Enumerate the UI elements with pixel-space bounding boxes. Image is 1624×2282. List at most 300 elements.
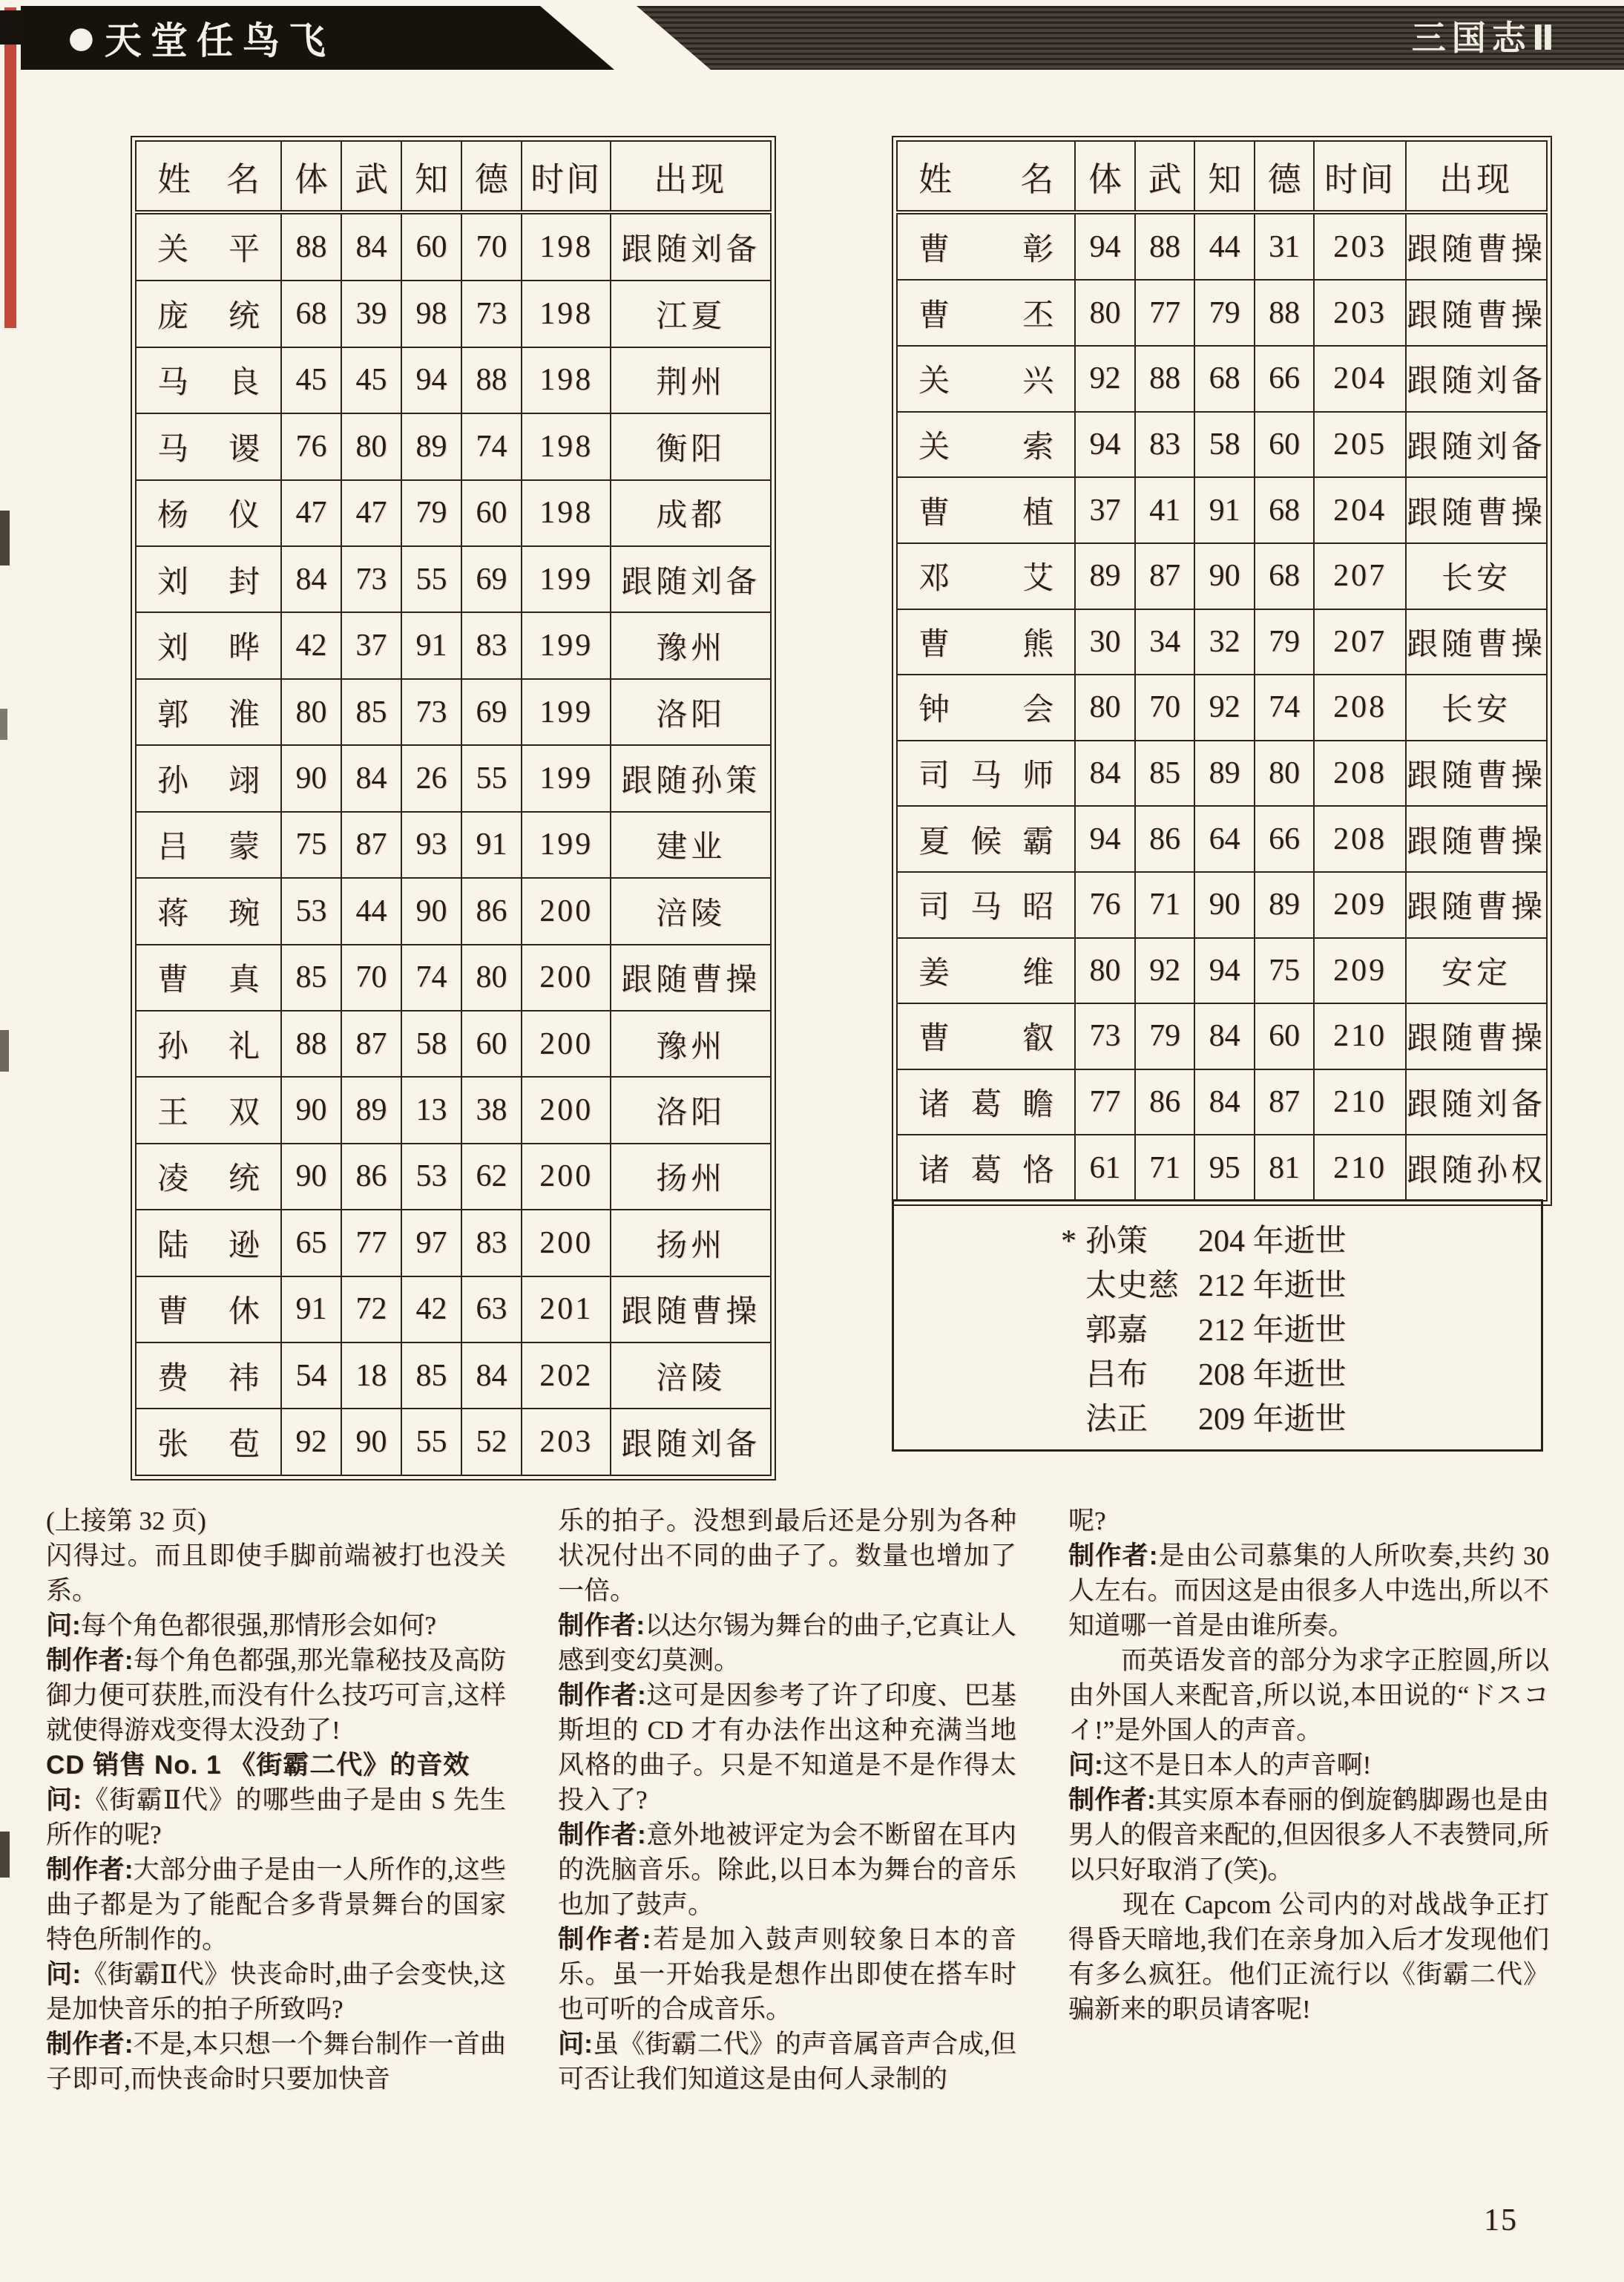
- stat-cell: 60: [461, 480, 522, 546]
- scan-artifact: [0, 709, 7, 740]
- year-cell: 199: [522, 745, 611, 811]
- article-paragraph: [1068, 1783, 1549, 1887]
- stat-cell: 90: [1194, 543, 1255, 609]
- table-row: [897, 609, 1547, 675]
- appearance-cell: 跟随曹操: [1406, 741, 1547, 807]
- speaker-label: 问:: [46, 1960, 82, 1989]
- stat-cell: 94: [1075, 412, 1135, 478]
- table-row: [136, 281, 771, 347]
- scan-artifact: [0, 1030, 9, 1072]
- column-header: 时间: [1314, 141, 1406, 212]
- stat-cell: 91: [1194, 477, 1255, 543]
- stat-cell: 80: [281, 679, 341, 745]
- column-header: 德: [1255, 141, 1315, 212]
- death-note-line: [894, 1353, 1541, 1397]
- note-star: *: [1061, 1224, 1076, 1259]
- article-column-2: [558, 1504, 1016, 2096]
- year-cell: 205: [1314, 412, 1406, 478]
- appearance-cell: 涪陵: [611, 1342, 771, 1409]
- stat-cell: 85: [1135, 741, 1195, 807]
- stat-cell: 37: [341, 612, 401, 678]
- stat-cell: 70: [461, 212, 522, 281]
- table-row: [136, 1011, 771, 1077]
- appearance-cell: 跟随曹操: [1406, 212, 1547, 280]
- name-cell: 孙翊: [136, 745, 281, 811]
- stat-cell: 84: [341, 745, 401, 811]
- stat-cell: 83: [461, 1210, 522, 1276]
- stat-cell: 87: [341, 812, 401, 878]
- stats-table-right: [892, 136, 1552, 1206]
- stat-cell: 42: [401, 1276, 461, 1342]
- table-row: [136, 480, 771, 546]
- name-cell: 王双: [136, 1077, 281, 1143]
- stat-cell: 94: [1194, 938, 1255, 1004]
- paragraph-text: 这可是因参考了许了印度、巴基斯坦的 CD 才有办法作出这种充满当地风格的曲子。只是不知道是不是作得太投入了?: [558, 1681, 1016, 1814]
- stat-cell: 77: [341, 1210, 401, 1276]
- death-note-line: [894, 1308, 1541, 1353]
- column-header: 武: [1135, 141, 1195, 212]
- year-cell: 201: [522, 1276, 611, 1342]
- stat-cell: 45: [341, 347, 401, 413]
- stat-cell: 62: [461, 1144, 522, 1210]
- stat-cell: 47: [281, 480, 341, 546]
- appearance-cell: 扬州: [611, 1144, 771, 1210]
- stat-cell: 81: [1255, 1135, 1315, 1201]
- stat-cell: 63: [461, 1276, 522, 1342]
- stat-cell: 86: [1135, 806, 1195, 872]
- appearance-cell: 荆州: [611, 347, 771, 413]
- column-header: 德: [461, 141, 522, 212]
- table-row: [136, 1144, 771, 1210]
- paragraph-text: 《街霸Ⅱ代》快丧命时,曲子会变快,这是加快音乐的拍子所致吗?: [46, 1960, 506, 2024]
- stat-cell: 26: [401, 745, 461, 811]
- appearance-cell: 洛阳: [611, 1077, 771, 1143]
- stat-cell: 73: [1075, 1003, 1135, 1069]
- stat-cell: 39: [341, 281, 401, 347]
- article-paragraph: [558, 2027, 1016, 2096]
- table-row: [897, 412, 1547, 478]
- stat-cell: 94: [401, 347, 461, 413]
- column-title: 天堂任鸟飞: [104, 20, 335, 62]
- name-cell: 杨仪: [136, 480, 281, 546]
- column-header: 姓名: [136, 141, 281, 212]
- stat-cell: 86: [1135, 1069, 1195, 1135]
- paragraph-text: 乐的拍子。没想到最后还是分别为各种状况付出不同的曲子了。数量也增加了一倍。: [558, 1506, 1016, 1605]
- stat-cell: 88: [1135, 212, 1195, 280]
- paragraph-text: 闪得过。而且即使手脚前端被打也没关系。: [46, 1541, 506, 1605]
- stat-cell: 90: [341, 1409, 401, 1475]
- stat-cell: 84: [1194, 1003, 1255, 1069]
- year-cell: 202: [522, 1342, 611, 1409]
- stat-cell: 88: [1255, 280, 1315, 346]
- stat-cell: 69: [461, 546, 522, 612]
- year-cell: 198: [522, 347, 611, 413]
- stat-cell: 94: [1075, 806, 1135, 872]
- appearance-cell: 跟随曹操: [1406, 280, 1547, 346]
- paragraph-text: 不是,本只想一个舞台制作一首曲子即可,而快丧命时只要加快音: [46, 2030, 506, 2094]
- note-name: 法正: [1085, 1403, 1148, 1437]
- table-row: [897, 1135, 1547, 1201]
- appearance-cell: 安定: [1406, 938, 1547, 1004]
- stat-cell: 92: [1075, 346, 1135, 412]
- note-name: 吕布: [1085, 1358, 1148, 1392]
- table-row: [897, 212, 1547, 280]
- stat-cell: 98: [401, 281, 461, 347]
- article-paragraph: [1068, 1643, 1549, 1748]
- stat-cell: 79: [1194, 280, 1255, 346]
- appearance-cell: 跟随孙权: [1406, 1135, 1547, 1201]
- stat-cell: 90: [1194, 872, 1255, 938]
- year-cell: 199: [522, 546, 611, 612]
- table-row: [136, 812, 771, 878]
- year-cell: 200: [522, 1011, 611, 1077]
- year-cell: 203: [1314, 280, 1406, 346]
- article-paragraph: [558, 1922, 1016, 2027]
- name-cell: 陆逊: [136, 1210, 281, 1276]
- article-paragraph: [558, 1817, 1016, 1922]
- table-row: [897, 1069, 1547, 1135]
- year-cell: 210: [1314, 1135, 1406, 1201]
- table-row: [897, 477, 1547, 543]
- table-row: [136, 212, 771, 281]
- paragraph-text: 以达尔锡为舞台的曲子,它真让人感到变幻莫测。: [558, 1611, 1016, 1675]
- appearance-cell: 豫州: [611, 1011, 771, 1077]
- table-row: [136, 612, 771, 678]
- stat-cell: 55: [401, 1409, 461, 1475]
- stat-cell: 91: [401, 612, 461, 678]
- year-cell: 204: [1314, 477, 1406, 543]
- year-cell: 198: [522, 212, 611, 281]
- stat-cell: 18: [341, 1342, 401, 1409]
- stat-cell: 94: [1075, 212, 1135, 280]
- appearance-cell: 江夏: [611, 281, 771, 347]
- paragraph-text: (上接第 32 页): [46, 1506, 206, 1535]
- appearance-cell: 跟随曹操: [611, 1276, 771, 1342]
- year-cell: 207: [1314, 543, 1406, 609]
- year-cell: 203: [1314, 212, 1406, 280]
- stat-cell: 80: [1255, 741, 1315, 807]
- note-star: [1044, 1397, 1085, 1442]
- stat-cell: 87: [1255, 1069, 1315, 1135]
- column-header: 出现: [1406, 141, 1547, 212]
- stat-cell: 84: [1075, 741, 1135, 807]
- paragraph-text: 每个角色都很强,那情形会如何?: [80, 1611, 436, 1640]
- death-notes-box: [892, 1199, 1543, 1452]
- appearance-cell: 跟随孙策: [611, 745, 771, 811]
- stat-cell: 91: [281, 1276, 341, 1342]
- stat-cell: 77: [1135, 280, 1195, 346]
- speaker-label: 制作者:: [558, 1611, 645, 1640]
- stat-cell: 55: [461, 745, 522, 811]
- scan-artifact: [0, 511, 10, 565]
- article-paragraph: [558, 1608, 1016, 1678]
- article-paragraph: [46, 1852, 506, 1957]
- stat-cell: 84: [1194, 1069, 1255, 1135]
- note-star: [1044, 1308, 1085, 1353]
- article-column-3: [1068, 1504, 1549, 2096]
- name-cell: 马良: [136, 347, 281, 413]
- speaker-label: 制作者:: [46, 1646, 134, 1675]
- stat-cell: 89: [1075, 543, 1135, 609]
- name-cell: 曹叡: [897, 1003, 1075, 1069]
- stats-table-left: [131, 136, 776, 1481]
- name-cell: 邓艾: [897, 543, 1075, 609]
- paragraph-text: 《街霸Ⅱ代》的哪些曲子是由 S 先生所作的呢?: [46, 1786, 507, 1849]
- note-star: [1044, 1264, 1085, 1308]
- appearance-cell: 跟随曹操: [1406, 872, 1547, 938]
- year-cell: 199: [522, 679, 611, 745]
- stat-cell: 87: [341, 1011, 401, 1077]
- column-header: 出现: [611, 141, 771, 212]
- stat-cell: 73: [461, 281, 522, 347]
- appearance-cell: 成都: [611, 480, 771, 546]
- stat-cell: 73: [341, 546, 401, 612]
- stat-cell: 42: [281, 612, 341, 678]
- appearance-cell: 跟随刘备: [611, 546, 771, 612]
- stat-cell: 79: [1135, 1003, 1195, 1069]
- note-rest: 209 年逝世: [1198, 1403, 1347, 1437]
- year-cell: 198: [522, 281, 611, 347]
- article-columns: [46, 1504, 1549, 2096]
- year-cell: 209: [1314, 938, 1406, 1004]
- stat-cell: 88: [281, 212, 341, 281]
- appearance-cell: 长安: [1406, 543, 1547, 609]
- note-rest: 204 年逝世: [1198, 1224, 1347, 1259]
- stat-cell: 69: [461, 679, 522, 745]
- column-header: 体: [281, 141, 341, 212]
- paragraph-text: 虽《街霸二代》的声音属音声合成,但可否让我们知道这是由何人录制的: [558, 2030, 1016, 2094]
- article-paragraph: [46, 1957, 506, 2027]
- name-cell: 凌统: [136, 1144, 281, 1210]
- stat-cell: 47: [341, 480, 401, 546]
- name-cell: 曹休: [136, 1276, 281, 1342]
- name-cell: 夏候霸: [897, 806, 1075, 872]
- stat-cell: 54: [281, 1342, 341, 1409]
- appearance-cell: 豫州: [611, 612, 771, 678]
- appearance-cell: 跟随曹操: [1406, 806, 1547, 872]
- page-number: 15: [1484, 2203, 1518, 2237]
- stat-cell: 88: [461, 347, 522, 413]
- speaker-label: 问:: [1068, 1751, 1103, 1780]
- stat-cell: 68: [1255, 477, 1315, 543]
- stat-cell: 92: [281, 1409, 341, 1475]
- table-row: [136, 546, 771, 612]
- stat-cell: 68: [1255, 543, 1315, 609]
- stat-cell: 74: [461, 413, 522, 479]
- year-cell: 200: [522, 945, 611, 1011]
- stat-cell: 66: [1255, 806, 1315, 872]
- article-paragraph: [1068, 1748, 1549, 1783]
- article-paragraph: [46, 1608, 506, 1643]
- table-row: [136, 878, 771, 944]
- stat-cell: 70: [341, 945, 401, 1011]
- stat-cell: 84: [281, 546, 341, 612]
- year-cell: 200: [522, 1210, 611, 1276]
- table-row: [136, 413, 771, 479]
- stat-cell: 52: [461, 1409, 522, 1475]
- speaker-label: 制作者:: [46, 1855, 134, 1884]
- name-cell: 刘晔: [136, 612, 281, 678]
- stat-cell: 44: [1194, 212, 1255, 280]
- year-cell: 200: [522, 878, 611, 944]
- name-cell: 诸葛瞻: [897, 1069, 1075, 1135]
- year-cell: 209: [1314, 872, 1406, 938]
- stat-cell: 80: [1075, 675, 1135, 741]
- speaker-label: 制作者:: [46, 2030, 134, 2059]
- table-row: [136, 347, 771, 413]
- name-cell: 关索: [897, 412, 1075, 478]
- name-cell: 曹植: [897, 477, 1075, 543]
- appearance-cell: 跟随曹操: [1406, 477, 1547, 543]
- name-cell: 曹真: [136, 945, 281, 1011]
- stat-cell: 76: [281, 413, 341, 479]
- stat-cell: 38: [461, 1077, 522, 1143]
- paragraph-text: 若是加入鼓声则较象日本的音乐。虽一开始我是想作出即使在搭车时也可听的合成音乐。: [558, 1925, 1016, 2024]
- stat-cell: 71: [1135, 1135, 1195, 1201]
- table-row: [897, 872, 1547, 938]
- stat-cell: 88: [281, 1011, 341, 1077]
- stat-cell: 13: [401, 1077, 461, 1143]
- name-cell: 郭淮: [136, 679, 281, 745]
- stat-cell: 80: [1075, 938, 1135, 1004]
- article-paragraph: [46, 1643, 506, 1748]
- table-row: [136, 679, 771, 745]
- speaker-label: 问:: [46, 1611, 81, 1640]
- table-row: [136, 945, 771, 1011]
- stat-cell: 92: [1194, 675, 1255, 741]
- appearance-cell: 扬州: [611, 1210, 771, 1276]
- name-cell: 关兴: [897, 346, 1075, 412]
- page-header-band: [21, 6, 1624, 70]
- stat-cell: 77: [1075, 1069, 1135, 1135]
- speaker-label: 问:: [46, 1786, 82, 1814]
- stat-cell: 58: [401, 1011, 461, 1077]
- speaker-label: 问:: [558, 2030, 593, 2059]
- name-cell: 庞统: [136, 281, 281, 347]
- stat-cell: 37: [1075, 477, 1135, 543]
- stat-cell: 70: [1135, 675, 1195, 741]
- name-cell: 钟会: [897, 675, 1075, 741]
- name-cell: 姜维: [897, 938, 1075, 1004]
- stat-cell: 85: [401, 1342, 461, 1409]
- stat-cell: 68: [281, 281, 341, 347]
- year-cell: 208: [1314, 675, 1406, 741]
- stat-cell: 92: [1135, 938, 1195, 1004]
- stat-cell: 86: [461, 878, 522, 944]
- year-cell: 200: [522, 1077, 611, 1143]
- stat-cell: 83: [461, 612, 522, 678]
- name-cell: 曹熊: [897, 609, 1075, 675]
- paragraph-text: 呢?: [1068, 1506, 1106, 1535]
- stat-cell: 75: [1255, 938, 1315, 1004]
- speaker-label: 制作者:: [558, 1925, 651, 1954]
- note-rest: 212 年逝世: [1198, 1314, 1347, 1348]
- stat-cell: 83: [1135, 412, 1195, 478]
- stat-cell: 60: [401, 212, 461, 281]
- appearance-cell: 跟随刘备: [611, 212, 771, 281]
- note-rest: 212 年逝世: [1198, 1269, 1347, 1303]
- stat-cell: 68: [1194, 346, 1255, 412]
- appearance-cell: 涪陵: [611, 878, 771, 944]
- scan-artifact-red-strip: [4, 7, 16, 328]
- name-cell: 曹彰: [897, 212, 1075, 280]
- table-header-row: [897, 141, 1547, 212]
- stat-cell: 89: [1194, 741, 1255, 807]
- name-cell: 关平: [136, 212, 281, 281]
- year-cell: 208: [1314, 741, 1406, 807]
- name-cell: 吕蒙: [136, 812, 281, 878]
- stat-cell: 90: [281, 745, 341, 811]
- appearance-cell: 跟随刘备: [1406, 346, 1547, 412]
- appearance-cell: 跟随曹操: [1406, 609, 1547, 675]
- year-cell: 199: [522, 812, 611, 878]
- stat-cell: 32: [1194, 609, 1255, 675]
- column-header: 姓名: [897, 141, 1075, 212]
- stat-cell: 74: [401, 945, 461, 1011]
- name-cell: 马谡: [136, 413, 281, 479]
- stat-cell: 45: [281, 347, 341, 413]
- table-row: [136, 745, 771, 811]
- speaker-label: 制作者:: [1068, 1541, 1158, 1570]
- note-name: 孙策: [1085, 1224, 1148, 1259]
- stat-cell: 44: [341, 878, 401, 944]
- table-row: [136, 1276, 771, 1342]
- stat-cell: 73: [401, 679, 461, 745]
- appearance-cell: 跟随刘备: [1406, 412, 1547, 478]
- paragraph-text: 而英语发音的部分为求字正腔圆,所以由外国人来配音,所以说,本田说的“ドスコイ!”是外国人的声音。: [1068, 1646, 1549, 1745]
- stat-cell: 30: [1075, 609, 1135, 675]
- death-note-line: [894, 1397, 1541, 1442]
- death-note-line: [894, 1219, 1541, 1264]
- stat-cell: 79: [1255, 609, 1315, 675]
- table-row: [136, 1077, 771, 1143]
- stat-cell: 34: [1135, 609, 1195, 675]
- stat-cell: 61: [1075, 1135, 1135, 1201]
- stat-cell: 60: [461, 1011, 522, 1077]
- table-row: [897, 675, 1547, 741]
- stat-cell: 76: [1075, 872, 1135, 938]
- year-cell: 203: [522, 1409, 611, 1475]
- column-header: 武: [341, 141, 401, 212]
- table-row: [897, 741, 1547, 807]
- name-cell: 司马昭: [897, 872, 1075, 938]
- article-paragraph: [1068, 1504, 1549, 1538]
- stat-cell: 31: [1255, 212, 1315, 280]
- paragraph-text: 现在 Capcom 公司内的对战战争正打得昏天暗地,我们在亲身加入后才发现他们有多么疯狂。他们正流行以《街霸二代》骗新来的职员请客呢!: [1068, 1890, 1549, 2024]
- article-paragraph: [46, 1504, 506, 1538]
- header-left-title-wrap: [68, 6, 335, 70]
- stat-cell: 60: [1255, 412, 1315, 478]
- stat-cell: 91: [461, 812, 522, 878]
- stat-cell: 64: [1194, 806, 1255, 872]
- name-cell: 蒋琬: [136, 878, 281, 944]
- game-title: 三国志Ⅱ: [1411, 19, 1560, 57]
- scan-artifact: [0, 1832, 10, 1878]
- speaker-label: 制作者:: [558, 1820, 646, 1849]
- stat-cell: 89: [341, 1077, 401, 1143]
- stat-cell: 79: [401, 480, 461, 546]
- stat-cell: 80: [461, 945, 522, 1011]
- appearance-cell: 跟随刘备: [1406, 1069, 1547, 1135]
- stat-cell: 90: [401, 878, 461, 944]
- death-note-line: [894, 1264, 1541, 1308]
- paragraph-text: 大部分曲子是由一人所作的,这些曲子都是为了能配合多背景舞台的国家特色所制作的。: [46, 1855, 506, 1954]
- stat-cell: 84: [341, 212, 401, 281]
- stat-cell: 72: [341, 1276, 401, 1342]
- stat-cell: 75: [281, 812, 341, 878]
- year-cell: 200: [522, 1144, 611, 1210]
- paragraph-text: 其实原本春丽的倒旋鹤脚踢也是由男人的假音来配的,但因很多人不表赞同,所以只好取消了(笑)。: [1068, 1786, 1549, 1884]
